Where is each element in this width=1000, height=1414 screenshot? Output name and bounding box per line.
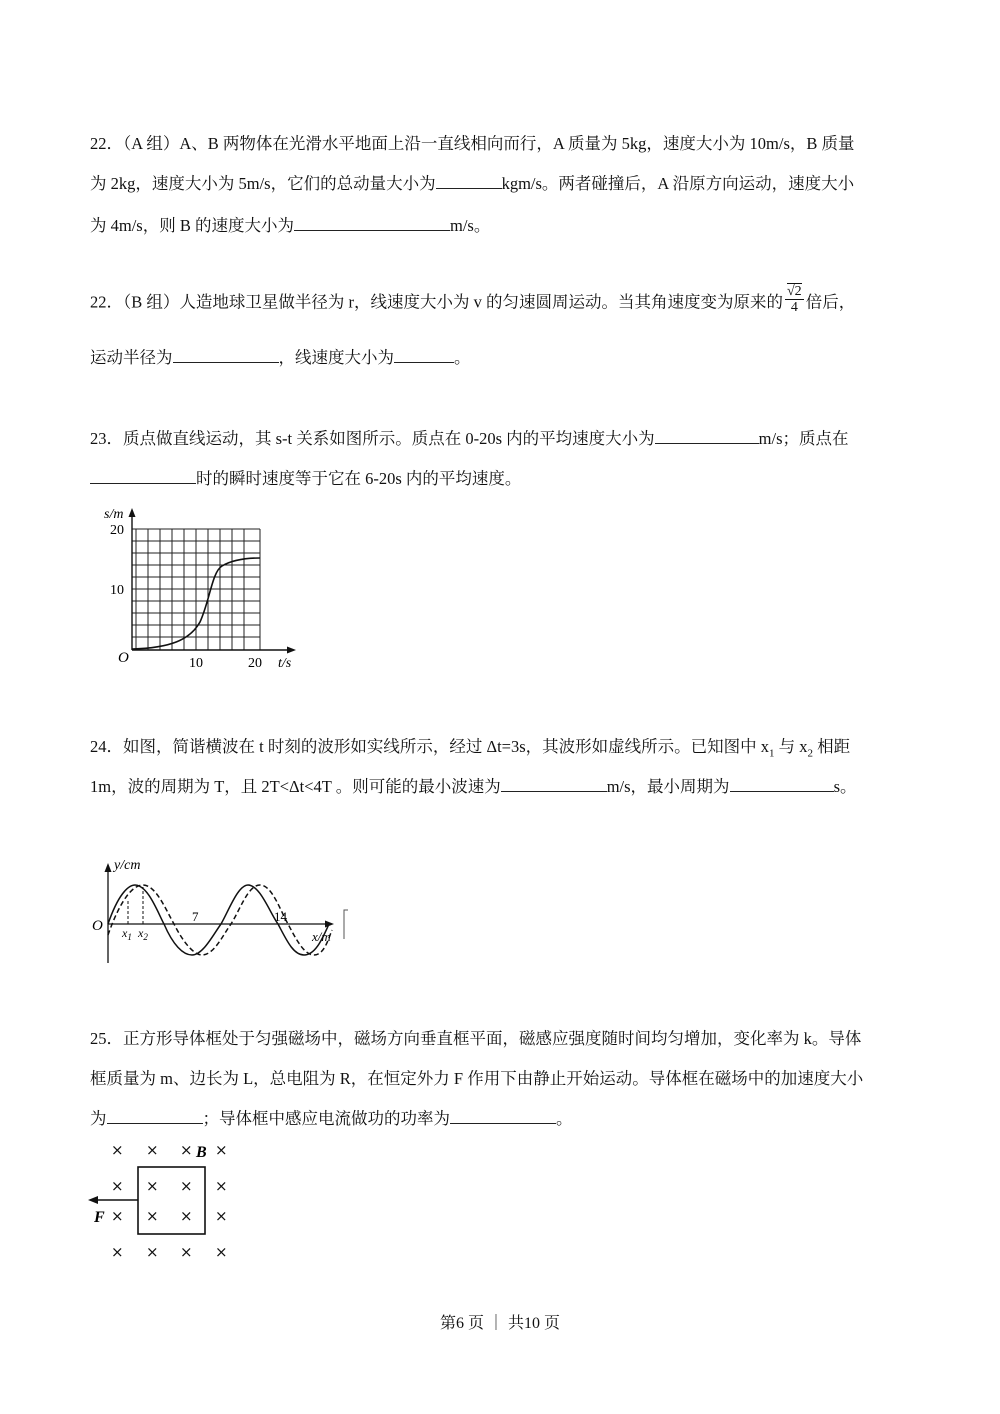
answer-blank[interactable] [730, 775, 834, 792]
frame-bracket [344, 910, 348, 939]
q22a-line2-tail: kgm/s。两者碰撞后，A 沿原方向运动，速度大小 [501, 174, 855, 193]
q23-line2-tail: 时的瞬时速度等于它在 6-20s 内的平均速度。 [196, 469, 522, 488]
x-axis-arrow [325, 921, 334, 928]
fraction [785, 284, 804, 315]
cross-mark: × [180, 1207, 193, 1225]
q24-line2-text: 1m，波的周期为 T，且 2T<Δt<4T 。则可能的最小波速为 [90, 777, 501, 796]
answer-blank[interactable] [394, 346, 454, 363]
tick-14: 14 [274, 909, 287, 924]
x-axis-label: t/s [278, 656, 292, 671]
tick-7: 7 [192, 909, 199, 924]
q22b-line1-text: 22．（B 组）人造地球卫星做半径为 r，线速度大小为 v 的匀速圆周运动。当其角速度变为原来的 [90, 292, 783, 312]
force-arrow-head [88, 1196, 98, 1204]
y-axis-arrow [105, 863, 112, 872]
field-crosses [111, 1141, 228, 1261]
solid-wave [108, 885, 329, 955]
cross-mark: × [146, 1207, 159, 1225]
q25-line3-mid: ；导体框中感应电流做功的功率为 [202, 1109, 450, 1128]
cross-mark: × [146, 1177, 159, 1195]
cross-mark: × [146, 1141, 159, 1159]
cross-mark: × [111, 1207, 124, 1225]
x1-label: $x_1$ [122, 926, 132, 942]
q22a-line1: 22．（A 组）A、B 两物体在光滑水平地面上沿一直线相向而行，A 质量为 5kg，速度大小为 10m/s，B 质量 [90, 134, 855, 153]
origin-label: O [92, 918, 103, 934]
x-axis-arrow [287, 647, 296, 654]
cross-mark: × [215, 1177, 228, 1195]
q24-line1-text: 24．如图，简谐横波在 t 时刻的波形如实线所示，经过 Δt=3s，其波形如虚线所示。已知图中 x [90, 737, 770, 756]
answer-blank[interactable] [107, 1107, 203, 1124]
y-axis-label: y/cm [114, 858, 141, 873]
b-label: B [196, 1144, 207, 1161]
answer-blank[interactable] [294, 214, 450, 231]
cross-mark: × [180, 1177, 193, 1195]
q25-line3-tail: 。 [556, 1109, 573, 1128]
cross-mark: × [215, 1243, 228, 1261]
q22a-line3-text: 为 4m/s，则 B 的速度大小为 [90, 216, 294, 235]
page-footer: 第6 页 ｜ 共10 页 [439, 1315, 560, 1332]
fraction-numerator: √2 [787, 284, 802, 299]
y-tick-20: 20 [110, 523, 124, 538]
cross-mark: × [111, 1141, 124, 1159]
y-axis-arrow [129, 508, 136, 517]
q25-line3-text: 为 [90, 1109, 107, 1128]
q22b-line2-text: 运动半径为 [90, 348, 173, 367]
f-label: F [94, 1209, 105, 1226]
x-tick-20: 20 [248, 656, 262, 671]
cross-mark: × [180, 1243, 193, 1261]
x-axis-label: x/m [312, 929, 331, 944]
q22b-line1-tail: 倍后， [805, 292, 856, 312]
cross-mark: × [146, 1243, 159, 1261]
q23-line1-tail: m/s；质点在 [758, 429, 849, 448]
q25-line2: 框质量为 m、边长为 L，总电阻为 R，在恒定外力 F 作用下由静止开始运动。导体框在磁场中的加速度大小 [90, 1069, 864, 1088]
cross-mark: × [215, 1141, 228, 1159]
cross-mark: × [180, 1141, 193, 1159]
answer-blank[interactable] [90, 467, 196, 484]
grid [132, 529, 260, 650]
y-tick-10: 10 [110, 583, 124, 598]
x2-label: $x_2$ [138, 926, 148, 942]
q24-line2-mid: m/s，最小周期为 [606, 777, 730, 796]
answer-blank[interactable] [436, 172, 502, 189]
wave-graph [88, 855, 358, 970]
y-axis-label: s/m [104, 507, 124, 522]
answer-blank[interactable] [501, 775, 607, 792]
q22a-line3-tail: m/s。 [449, 216, 491, 235]
origin-label: O [118, 650, 129, 666]
q22b-line2-tail: 。 [454, 348, 471, 367]
q25-line1: 25．正方形导体框处于匀强磁场中，磁场方向垂直框平面，磁感应强度随时间均匀增加，变化率为 k。导体 [90, 1029, 862, 1048]
q23-line1-text: 23．质点做直线运动，其 s-t 关系如图所示。质点在 0-20s 内的平均速度大小为 [90, 429, 655, 448]
q22b-line2-mid: ，线速度大小为 [278, 348, 394, 367]
q24-line2-tail: s。 [833, 777, 857, 796]
q24-line1-mid: 与 x [774, 737, 808, 756]
cross-mark: × [111, 1177, 124, 1195]
cross-mark: × [111, 1243, 124, 1261]
dashed-wave [108, 885, 332, 955]
subscript: 2 [807, 747, 814, 760]
magnetic-field-diagram [85, 1135, 245, 1270]
fraction-denominator: 4 [790, 300, 798, 315]
answer-blank[interactable] [655, 427, 759, 444]
answer-blank[interactable] [173, 346, 279, 363]
subscript: 1 [769, 747, 775, 760]
answer-blank[interactable] [450, 1107, 556, 1124]
q24-line1-tail: 相距 [813, 737, 851, 756]
x-tick-10: 10 [189, 656, 203, 671]
s-t-graph [100, 500, 320, 680]
q22a-line2-text: 为 2kg，速度大小为 5m/s，它们的总动量大小为 [90, 174, 436, 193]
cross-mark: × [215, 1207, 228, 1225]
